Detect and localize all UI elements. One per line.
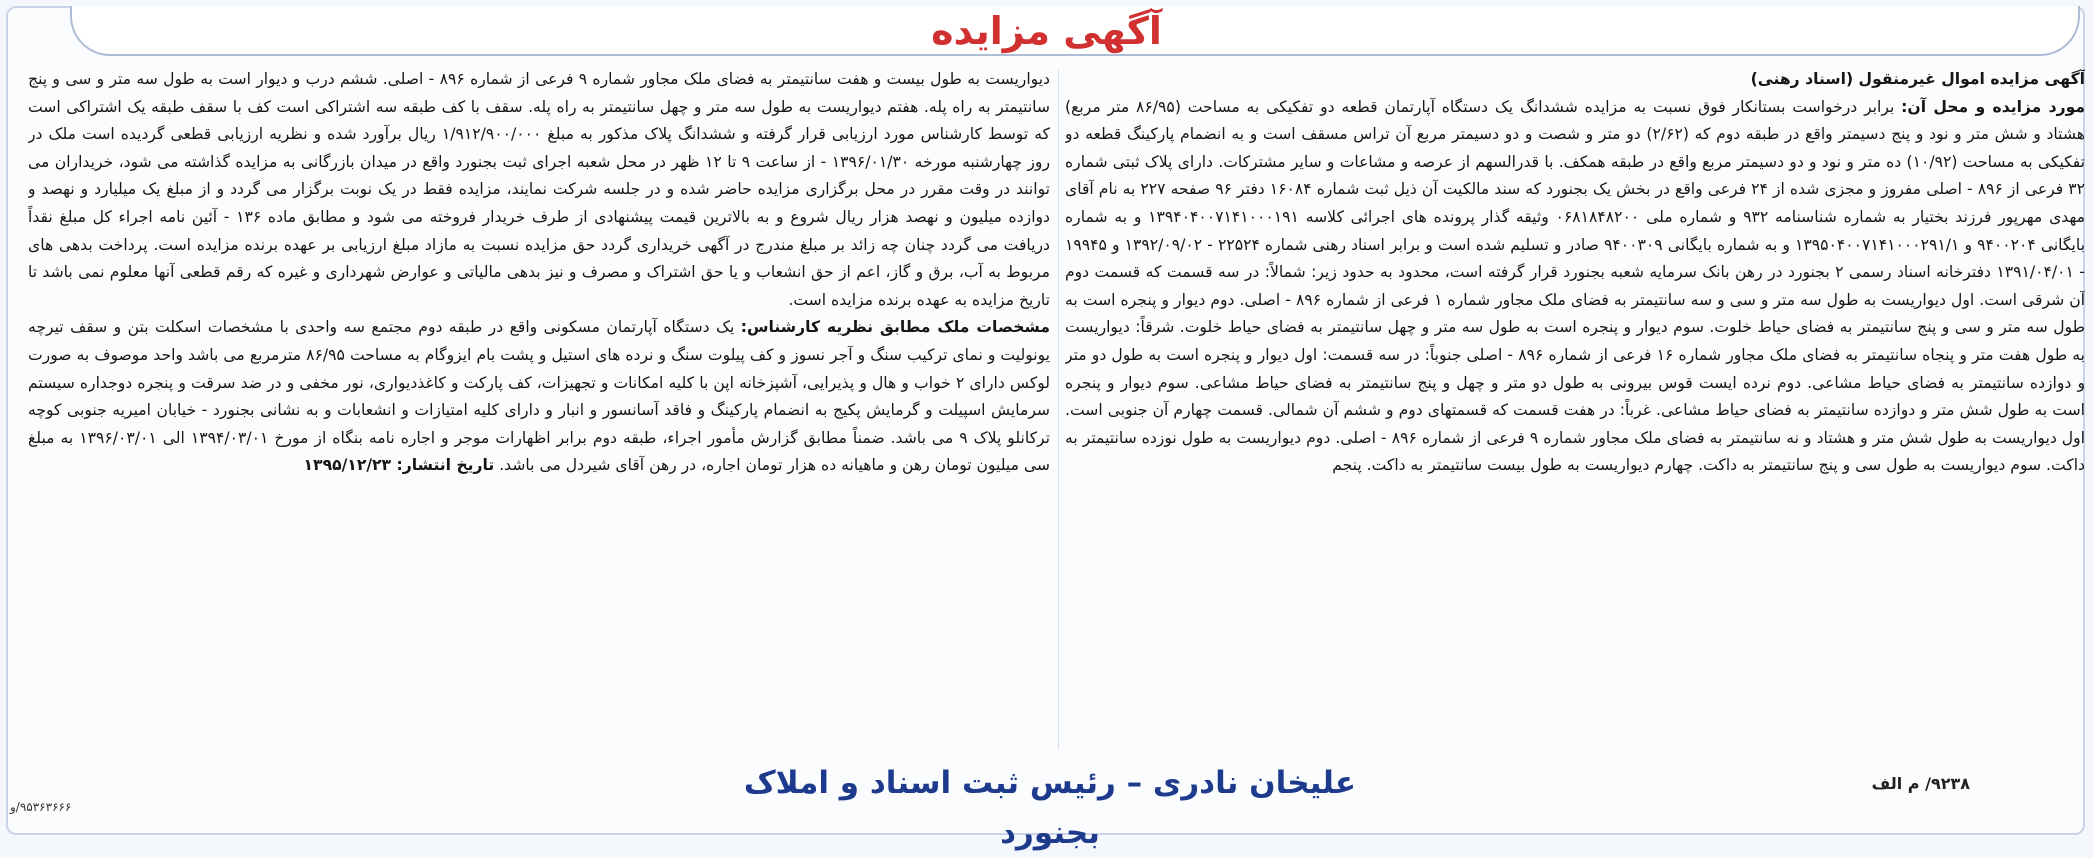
- signature-line: علیخان نادری – رئیس ثبت اسناد و املاک بجنورد: [743, 765, 1357, 851]
- notice-title: آگهی مزایده: [931, 9, 1162, 53]
- subject-label: مورد مزایده و محل آن:: [1901, 97, 2085, 116]
- subject-text: برابر درخواست بستانکار فوق نسبت به مزایده ششدانگ یک دستگاه آپارتمان قطعه دو تفکیکی به مساحت (۸۶/۹۵ متر مربع) هشتاد و شش متر و نود و پنج دسیمتر واقع در طبقه دوم که (۲/۶۲) دو متر و شصت و دو دسیمتر مربع آن تراس مسقف است و به انضمام پارکینگ قطعه دو تفکیکی به مساحت (۱۰/۹۲) ده متر و نود و دو دسیمتر مربع واقع در طبقه همکف. با قدرالسهم از عرصه و مشاعات و سایر مشترکات. دارای پلاک ثبتی شماره ۳۲ فرعی از ۸۹۶ - اصلی مفروز و مجزی شده از ۲۴ فرعی واقع در بخش یک بجنورد که سند مالکیت آن ذیل ثبت شماره ۱۶۰۸۴ دفتر ۹۶ صفحه ۲۲۷ به نام آقای مهدی مهرپور فرزند بختیار به شماره شناسنامه ۹۳۲ و شماره ملی ۰۶۸۱۸۴۸۲۰۰ وثیقه گذار پرونده های اجرائی کلاسه ۱۳۹۴۰۴۰۰۷۱۴۱۰۰۰۱۹۱ و به شماره بایگانی ۹۴۰۰۲۰۴ و ۱۳۹۵۰۴۰۰۷۱۴۱۰۰۰۲۹۱/۱ و به شماره بایگانی ۹۴۰۰۳۰۹ صادر و تسلیم شده است و برابر اسناد رهنی شماره ۲۲۵۲۴ - ۱۳۹۲/۰۹/۰۲ و ۱۹۹۴۵ - ۱۳۹۱/۰۴/۰۱ دفترخانه اسناد رسمی ۲ بجنورد در رهن بانک سرمایه شعبه بجنورد قرار گرفته است، محدود به حدود زیر: شمالاً: در سه قسمت که قسمت دوم آن شرقی است. اول دیواریست به طول سه متر و سی و سه سانتیمتر به فضای ملک مجاور شماره ۱ فرعی از شماره ۸۹۶ - اصلی. دوم دیوار و پنجره است به طول سه متر و سی و پنج سانتیمتر به فضای حیاط خلوت. سوم دیوار و پنجره است به طول سه متر و چهل سانتیمتر به فضای حیاط خلوت. شرقاً: دیواریست به طول هفت متر و پنجاه سانتیمتر به فضای ملک مجاور شماره ۱۶ فرعی از شماره ۸۹۶ - اصلی جنوباً: در سه قسمت: اول دیوار و پنجره است به طول دو متر و دوازده سانتیمتر به فضای حیاط مشاعی. دوم نرده ایست قوس بیرونی به طول دو متر و چهل و پنج سانتیمتر به فضای حیاط مشاعی. سوم دیوار و پنجره است به طول شش متر و دوازده سانتیمتر به فضای حیاط مشاعی. غرباً: در هفت قسمت که قسمتهای دوم و ششم آن شمالی. قسمت چهارم آن جنوبی است. اول دیواریست به طول شش متر و هشتاد و نه سانتیمتر به فضای ملک مجاور شماره ۹ فرعی از شماره ۸۹۶ - اصلی. دوم دیواریست به طول نوزده سانتیمتر به داکت. سوم دیواریست به طول سی و پنج سانتیمتر به داکت. چهارم دیواریست به طول بیست سانتیمتر به داکت. پنجم: [1065, 97, 2085, 475]
- auction-heading: آگهی مزایده اموال غیرمنقول (اسناد رهنی): [1750, 70, 2085, 88]
- continuation-text: دیواریست به طول بیست و هفت سانتیمتر به فضای ملک مجاور شماره ۹ فرعی از شماره ۸۹۶ - اصلی. ششم درب و دیوار است به طول سه متر و سی و پنج سانتیمتر به راه پله. هفتم دیواریست به طول سه متر و چهل سانتیمتر به راه پله. سقف با کف طبقه سه اشتراکی است کف با سقف طبقه یک اشتراکی است که توسط کارشناس مورد ارزیابی قرار گرفته و ششدانگ پلاک مذکور به مبلغ ۱/۹۱۲/۹۰۰/۰۰۰ ریال برآورد شده و نظریه ارزیابی قطعی گردیده است ملک در روز چهارشنبه مورخه ۱۳۹۶/۰۱/۳۰ - از ساعت ۹ تا ۱۲ ظهر در محل شعبه اجرای ثبت بجنورد واقع در میدان بازرگانی به مزایده گذاشته می شود، خریداران می توانند در وقت مقرر در محل برگزاری مزایده حاضر شده و در جلسه شرکت نمایند، مزایده فقط در یک نوبت برگزار می گردد و از مبلغ یک میلیارد و نهصد و دوازده میلیون و نهصد هزار ریال شروع و به بالاترین قیمت پیشنهادی از طرف خریدار فروخته می شود و مطابق ماده ۱۳۶ - آئین نامه اجراء کل مبلغ نقداً دریافت می گردد چنان چه زائد بر مبلغ مندرج در آگهی خریداری گردد حق مزایده نسبت به مازاد مبلغ ارزیابی بر عهده برنده مزایده است. پرداخت بدهی های مربوط به آب، برق و گاز، اعم از حق انشعاب و یا حق اشتراک و مصرف و نیز بدهی مالیاتی و عوارض شهرداری و غیره که رقم قطعی آنها معلوم نمی باشد تا تاریخ مزایده به عهده برنده مزایده است.: [28, 70, 1050, 309]
- publication-date: تاریخ انتشار: ۱۳۹۵/۱۲/۲۳: [303, 456, 495, 475]
- column-divider: [1058, 70, 1059, 750]
- specs-label: مشخصات ملک مطابق نظریه کارشناس:: [740, 318, 1050, 337]
- right-column: [1065, 66, 2085, 752]
- print-code: ۹۵۳۶۳۶۶۶/و: [10, 800, 72, 814]
- left-column: [28, 66, 1050, 752]
- specs-text: یک دستگاه آپارتمان مسکونی واقع در طبقه دوم مجتمع سه واحدی با مشخصات اسکلت بتن و سقف تیرچه یونولیت و نمای ترکیب سنگ و آجر نسوز و کف پیلوت سنگ و نرده های استیل و پشت بام ایزوگام به مساحت ۸۶/۹۵ مترمربع می باشد واحد موصوف به صورت لوکس دارای ۲ خواب و هال و پذیرایی، آشپزخانه اپن با کلیه امکانات و تجهیزات، کف پارکت و کاغذدیواری، نور مخفی و در ضد سرقت و پنجره دوجداره سیستم سرمایش اسپیلت و گرمایش پکیج به انضمام پارکینگ و فاقد آسانسور و انبار و دارای کلیه امتیازات و انشعابات و به نشانی بجنورد - خیابان امیریه جنوبی کوچه ترکانلو پلاک ۹ می باشد. ضمناً مطابق گزارش مأمور اجراء، طبقه دوم برابر اظهارات موجر و اجاره نامه بنگاه از مورخ ۱۳۹۴/۰۳/۰۱ الی ۱۳۹۶/۰۳/۰۱ به مبلغ سی میلیون تومان رهن و ماهیانه ده هزار تومان اجاره، در رهن آقای شیردل می باشد.: [28, 318, 1050, 475]
- notice-code: ۹۲۳۸/ م الف: [1871, 774, 1970, 793]
